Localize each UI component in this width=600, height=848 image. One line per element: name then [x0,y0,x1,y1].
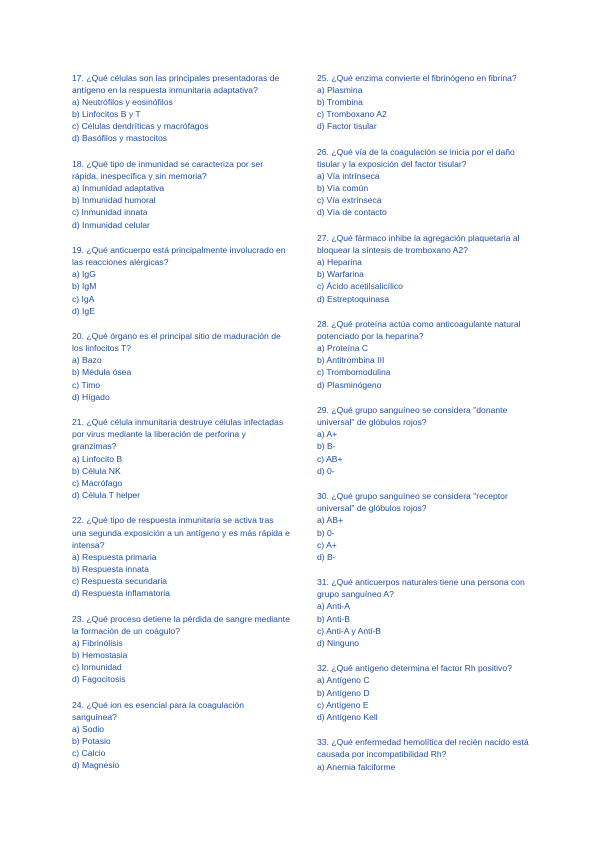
answer-option: b) Hemostasia [72,649,128,660]
question-text: 33. ¿Qué enfermedad hemolítica del recién nacido está causada por incompatibilidad Rh? [317,737,529,760]
answer-option: c) Células dendríticas y macrófagos [72,121,209,132]
answer-option: d) Hígado [72,391,110,402]
question-text: 31. ¿Qué anticuerpos naturales tiene una persona con grupo sanguíneo A? [317,577,525,600]
question-text: 22. ¿Qué tipo de respuesta inmunitaria se activa tras una segunda exposición a un antígeno y es más rápida e intensa? [72,515,290,550]
question-block [317,490,532,563]
answer-option: d) Factor tisular [317,121,377,132]
question-block [317,404,532,477]
question-block [72,416,290,501]
answer-option: a) Linfocito B [72,453,123,464]
answer-option: a) A+ [317,429,338,440]
answer-option: b) Anti-B [317,613,350,624]
question-text: 23. ¿Qué proceso detiene la pérdida de sangre mediante la formación de un coágulo? [72,613,290,636]
answer-option: c) Vía extrínseca [317,195,382,206]
question-text: 24. ¿Qué ion es esencial para la coagulación sanguínea? [72,699,244,722]
question-text: 32. ¿Qué antígeno determina el factor Rh positivo? [317,663,512,674]
answer-option: b) Linfocitos B y T [72,109,141,120]
answer-option: d) Ninguno [317,637,360,648]
answer-option: c) Antígeno E [317,699,369,710]
question-text: 26. ¿Qué vía de la coagulación se inicia por el daño tisular y la exposición del factor tisular? [317,146,515,170]
answer-option: c) Calcio [72,748,106,758]
question-block [317,736,532,772]
answer-option: a) Heparina [317,257,362,268]
answer-option: c) Tromboxano A2 [317,109,387,120]
answer-option: d) Estreptoquinasa [317,293,390,304]
question-block [72,72,290,145]
answer-option: a) IgG [72,269,96,280]
answer-option: c) AB+ [317,453,343,464]
answer-option: d) IgE [72,305,95,316]
answer-option: a) AB+ [317,515,344,526]
answer-option: d) Vía de contacto [317,207,387,218]
answer-option: c) Respuesta secundaria [72,575,168,586]
question-text: 19. ¿Qué anticuerpo está principalmente involucrado en las reacciones alérgicas? [72,245,286,268]
answer-option: a) Sodio [72,723,105,734]
answer-option: c) Timo [72,379,101,390]
question-text: 20. ¿Qué órgano es el principal sitio de maduración de los linfocitos T? [72,331,281,354]
answer-option: d) B- [317,551,336,562]
question-text: 17. ¿Qué células son las principales presentadoras de antígeno en la respuesta inmunitaria adaptativa? [72,73,280,96]
answer-option: a) Neutrófilos y eosinófilos [72,97,173,108]
question-block [72,244,290,317]
answer-option: a) Inmunidad adaptativa [72,183,165,194]
answer-option: d) Inmunidad celular [72,219,150,230]
answer-option: b) Inmunidad humoral [72,195,156,206]
answer-option: b) Antígeno D [317,687,370,698]
right-question-column [317,72,532,786]
question-block [317,232,532,305]
answer-option: a) Anti-A [317,601,350,612]
question-block [72,330,290,403]
answer-option: a) Respuesta primaria [72,551,157,562]
answer-option: a) Fibrinólisis [72,637,123,648]
question-block [72,158,290,231]
question-text: 30. ¿Qué grupo sanguíneo se considera "receptor universal" de glóbulos rojos? [317,491,508,514]
answer-option: b) Potasio [72,735,111,746]
answer-option: b) Médula ósea [72,367,132,378]
answer-option: a) Anemia falciforme [317,761,396,772]
answer-option: a) Antígeno C [317,675,370,686]
question-block [317,72,532,132]
question-text: 25. ¿Qué enzima convierte el fibrinógeno en fibrina? [317,73,517,83]
question-text: 27. ¿Qué fármaco inhibe la agregación plaquetaria al bloquear la síntesis de tromboxano A2? [317,233,520,256]
answer-option: d) 0- [317,465,335,476]
answer-option: d) Fagocitosis [72,674,126,685]
answer-option: b) Respuesta innata [72,563,149,574]
answer-option: b) Warfarina [317,269,364,280]
answer-option: a) Plasmina [317,85,363,96]
answer-option: d) Respuesta inflamatoria [72,587,170,598]
question-text: 18. ¿Qué tipo de inmunidad se caracteriza por ser rápida, inespecífica y sin memoria? [72,159,264,182]
question-block [317,576,532,649]
answer-option: b) 0- [317,527,335,538]
question-block [317,318,532,391]
answer-option: d) Antígeno Kell [317,711,378,722]
answer-option: d) Basófilos y mastocitos [72,133,168,144]
answer-option: c) Inmunidad [72,661,122,672]
answer-option: a) Bazo [72,355,102,366]
answer-option: d) Plasminógeno [317,379,382,390]
answer-option: c) A+ [317,539,337,550]
answer-option: c) Anti-A y Anti-B [317,625,381,636]
answer-option: b) Vía común [317,183,369,194]
question-block [317,662,532,722]
answer-option: a) Proteína C [317,343,369,354]
question-text: 28. ¿Qué proteína actúa como anticoagulante natural potenciado por la heparina? [317,319,521,342]
answer-option: b) Trombina [317,97,363,108]
question-block [72,514,290,599]
answer-option: d) Célula T helper [72,489,140,500]
answer-option: c) Macrófago [72,477,123,488]
left-question-column [72,72,290,785]
question-text: 21. ¿Qué célula inmunitaria destruye células infectadas por virus mediante la liberación de perforina y granzimas? [72,417,284,452]
answer-option: d) Magnesio [72,760,120,771]
answer-option: c) Ácido acetilsalicílico [317,281,403,292]
answer-option: b) IgM [72,281,97,292]
question-block [72,699,290,772]
answer-option: b) B- [317,441,336,452]
answer-option: c) IgA [72,293,95,304]
answer-option: b) Célula NK [72,465,121,476]
answer-option: b) Antitrombina III [317,355,385,366]
answer-option: c) Inmunidad innata [72,207,148,218]
answer-option: c) Trombomodulina [317,367,391,378]
question-block [72,613,290,686]
question-block [317,146,532,219]
answer-option: a) Vía intrínseca [317,171,380,182]
question-text: 29. ¿Qué grupo sanguíneo se considera "donante universal" de glóbulos rojos? [317,405,508,428]
